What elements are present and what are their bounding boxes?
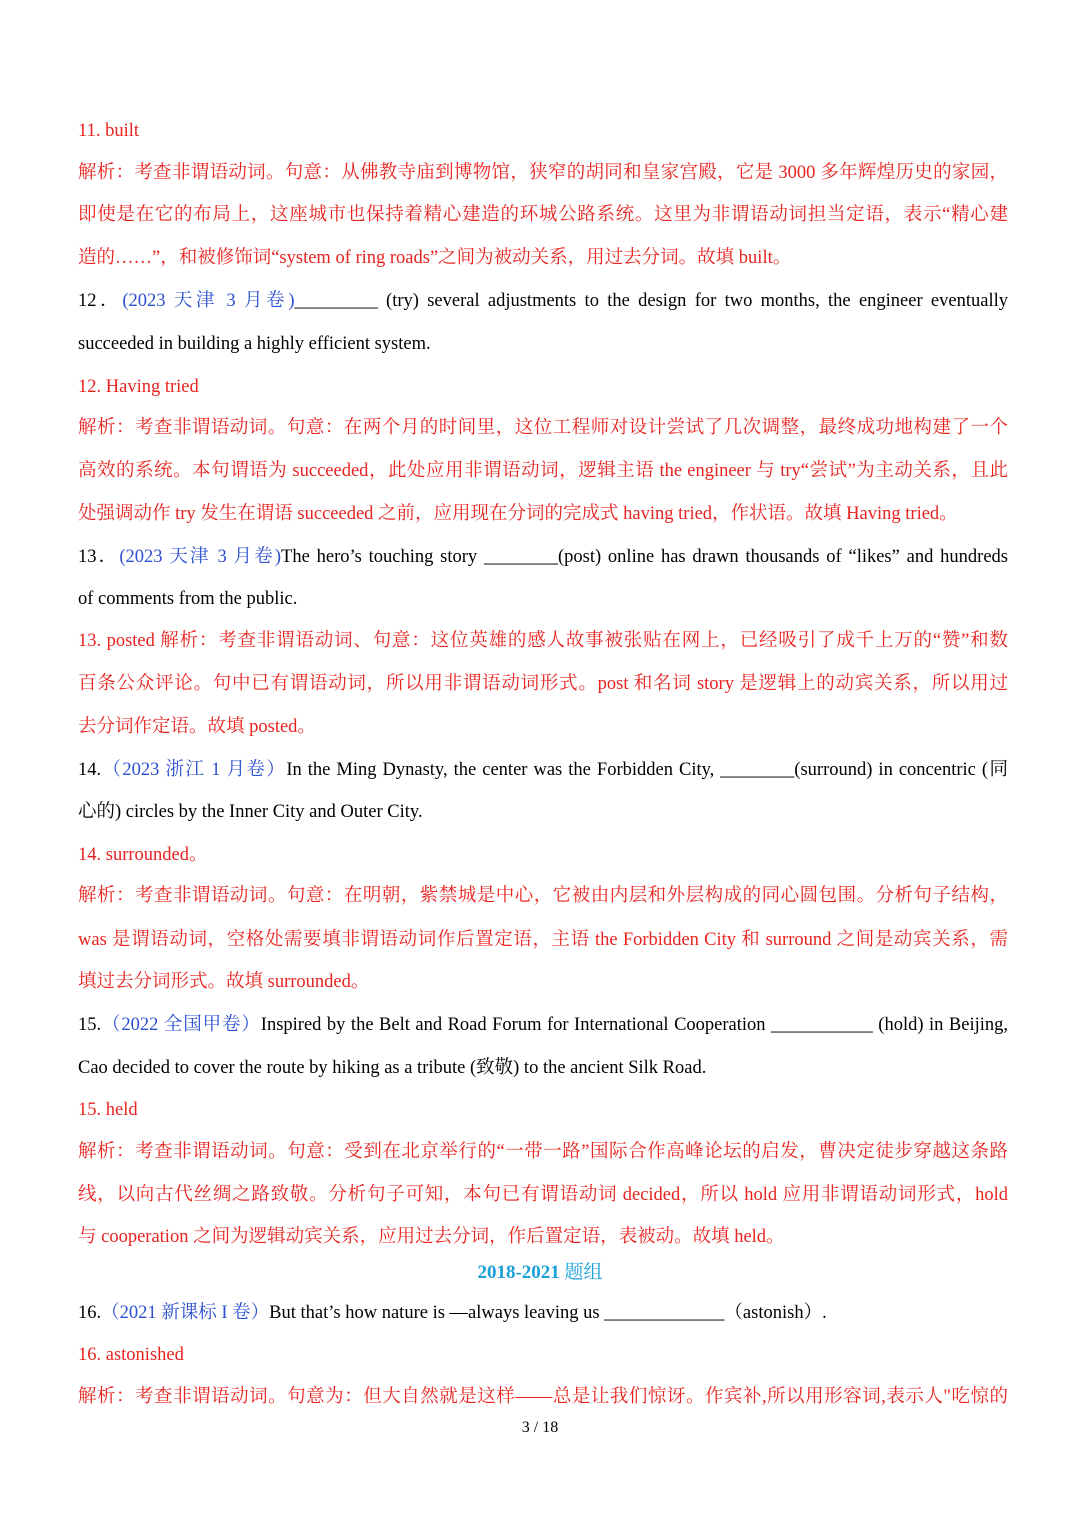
- answer-14: 14. surrounded。: [78, 845, 208, 865]
- page-number: 3 / 18: [521, 1419, 559, 1436]
- explanation-11-line1: 解析：考查非谓语动词。句意：从佛教寺庙到博物馆，狭窄的胡同和皇家宫殿，它是 3000 多年辉煌历史的家园，: [78, 163, 1008, 183]
- question-source: (2023 天津 3 月卷): [122, 291, 295, 311]
- answer-16: 16. astonished: [78, 1345, 184, 1365]
- explanation-15-line3: 与 cooperation 之间为逻辑动宾关系，应用过去分词，作后置定语，表被动。故填 held。: [78, 1227, 785, 1247]
- answer-15: 15. held: [78, 1100, 138, 1120]
- answer-13-line3: 去分词作定语。故填 posted。: [78, 717, 316, 737]
- question-source: （2022 全国甲卷）: [101, 1015, 261, 1035]
- explanation-14-line2: was 是谓语动词，空格处需要填非谓语动词作后置定语，主语 the Forbidden City 和 surround 之间是动宾关系，需: [78, 930, 1008, 950]
- question-text: The hero’s touching story ________(post) online has drawn thousands of “likes” and hundreds: [281, 547, 1008, 567]
- question-16-line1: [78, 1301, 1008, 1325]
- question-text: Inspired by the Belt and Road Forum for International Cooperation ___________ (hold) in Beijing,: [260, 1015, 1008, 1035]
- question-12-line2: succeeded in building a highly efficient system.: [78, 334, 431, 354]
- question-13-line1: [78, 545, 1008, 569]
- question-number: 12．: [78, 291, 123, 311]
- section-heading-label: 题组: [564, 1262, 603, 1283]
- question-14-line2: 心的) circles by the Inner City and Outer City.: [78, 802, 423, 822]
- question-15-line1: [78, 1013, 1008, 1037]
- section-heading: [0, 1261, 1080, 1285]
- question-source: (2023 天津 3 月卷): [119, 547, 282, 567]
- explanation-12-line1: 解析：考查非谓语动词。句意：在两个月的时间里，这位工程师对设计尝试了几次调整，最终成功地构建了一个: [78, 418, 1008, 438]
- question-text: In the Ming Dynasty, the center was the Forbidden City, ________(surround) in concentric (同: [286, 760, 1008, 780]
- question-13-line2: of comments from the public.: [78, 589, 298, 609]
- question-number: 14.: [78, 760, 102, 780]
- explanation-11-line2: 即使是在它的布局上，这座城市也保持着精心建造的环城公路系统。这里为非谓语动词担当定语，表示“精心建: [78, 205, 1008, 225]
- explanation-14-line3: 填过去分词形式。故填 surrounded。: [78, 972, 370, 992]
- question-text: _________ (try) several adjustments to the design for two months, the engineer eventually: [294, 291, 1008, 311]
- question-15-line2: Cao decided to cover the route by hiking as a tribute (致敬) to the ancient Silk Road.: [78, 1058, 707, 1078]
- question-source: （2023 浙江 1 月卷）: [101, 760, 287, 780]
- answer-13-line2: 百条公众评论。句中已有谓语动词，所以用非谓语动词形式。post 和名词 story 是逻辑上的动宾关系，所以用过: [78, 674, 1008, 694]
- question-number: 13．: [78, 547, 120, 567]
- answer-12: 12. Having tried: [78, 377, 199, 397]
- explanation-12-line3: 处强调动作 try 发生在谓语 succeeded 之前，应用现在分词的完成式 having tried，作状语。故填 Having tried。: [78, 504, 958, 524]
- question-number: 16.: [78, 1303, 102, 1323]
- explanation-14-line1: 解析：考查非谓语动词。句意：在明朝，紫禁城是中心，它被由内层和外层构成的同心圆包围。分析句子结构，: [78, 886, 1008, 906]
- section-heading-year: 2018-2021: [477, 1262, 560, 1283]
- question-text: But that’s how nature is —always leaving us _____________（astonish）.: [269, 1303, 827, 1323]
- explanation-11-line3: 造的……”，和被修饰词“system of ring roads”之间为被动关系，用过去分词。故填 built。: [78, 248, 792, 268]
- answer-11: 11. built: [78, 121, 139, 141]
- explanation-16-line1: 解析：考查非谓语动词。句意为：但大自然就是这样——总是让我们惊讶。作宾补,所以用形容词,表示人"吃惊的: [78, 1387, 1008, 1407]
- explanation-15-line1: 解析：考查非谓语动词。句意：受到在北京举行的“一带一路”国际合作高峰论坛的启发，曹决定徒步穿越这条路: [78, 1142, 1008, 1162]
- explanation-12-line2: 高效的系统。本句谓语为 succeeded，此处应用非谓语动词，逻辑主语 the engineer 与 try“尝试”为主动关系，且此: [78, 461, 1008, 481]
- question-number: 15.: [78, 1015, 102, 1035]
- question-14-line1: [78, 758, 1008, 782]
- explanation-15-line2: 线，以向古代丝绸之路致敬。分析句子可知，本句已有谓语动词 decided，所以 hold 应用非谓语动词形式，hold: [78, 1185, 1008, 1205]
- question-12-line1: [78, 289, 1008, 313]
- answer-13-line1: 13. posted 解析：考查非谓语动词、句意：这位英雄的感人故事被张贴在网上，已经吸引了成千上万的“赞”和数: [78, 631, 1008, 651]
- question-source: （2021 新课标 I 卷）: [101, 1303, 270, 1323]
